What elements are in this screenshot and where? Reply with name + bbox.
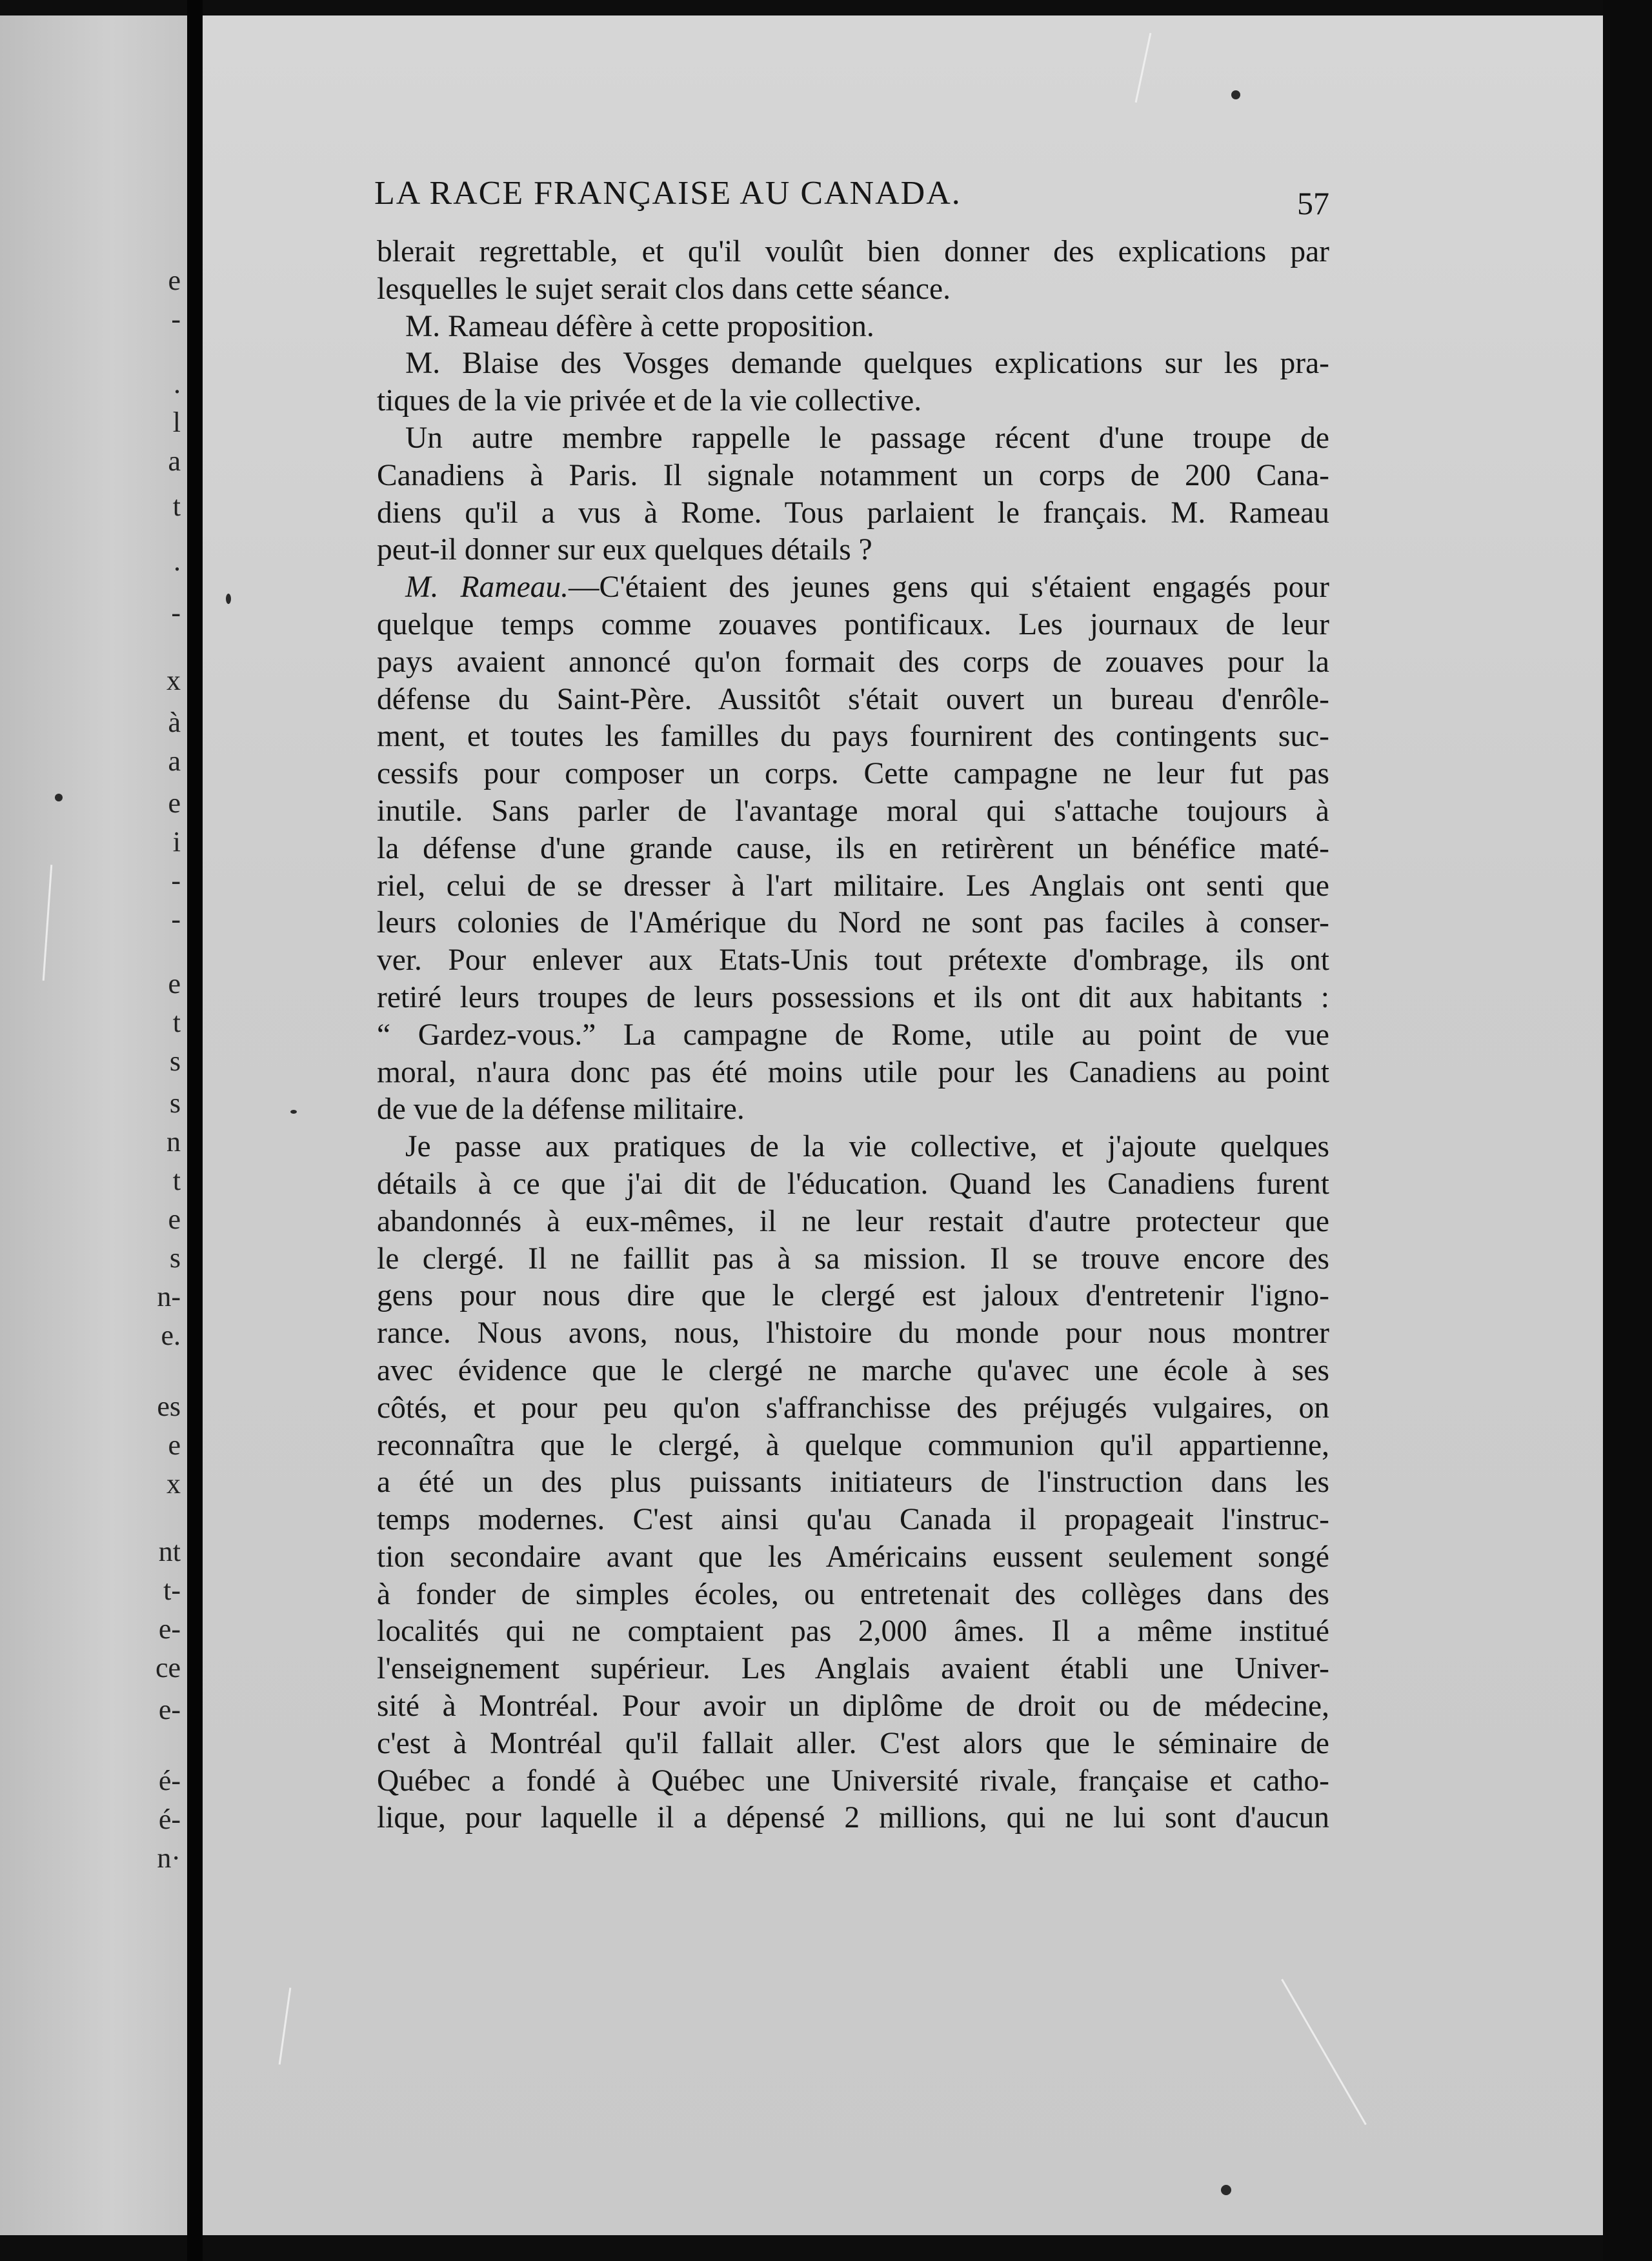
text-line: reconnaîtra que le clergé, à quelque communion qu'il appartienne, <box>377 1428 1329 1462</box>
text-line: pays avaient annoncé qu'on formait des corps de zouaves pour la <box>377 645 1329 679</box>
text-line: riel, celui de se dresser à l'art militaire. Les Anglais ont senti que <box>377 869 1329 903</box>
previous-page-fragment: t- <box>163 1574 181 1606</box>
previous-page-fragment: x <box>166 1468 181 1500</box>
text-line: abandonnés à eux-mêmes, il ne leur restait d'autre protecteur que <box>377 1204 1329 1238</box>
text-line: défense du Saint-Père. Aussitôt s'était ouvert un bureau d'enrôle- <box>377 682 1329 716</box>
text-line: Je passe aux pratiques de la vie collective, et j'ajoute quelques <box>405 1130 1329 1164</box>
text-line: peut-il donner sur eux quelques détails ? <box>377 533 872 567</box>
text-line: tiques de la vie privée et de la vie collective. <box>377 384 922 418</box>
text-line: Un autre membre rappelle le passage récent d'une troupe de <box>405 421 1329 455</box>
text-line: inutile. Sans parler de l'avantage moral qui s'attache toujours à <box>377 794 1329 828</box>
scan-speck <box>290 1110 297 1114</box>
text-line: avec évidence que le clergé ne marche qu'avec une école à ses <box>377 1353 1329 1387</box>
previous-page-fragment: ce <box>155 1652 181 1683</box>
text-line: tion secondaire avant que les Américains eussent seulement songé <box>377 1540 1329 1574</box>
previous-page-fragment: s <box>169 1242 181 1274</box>
text-line: leurs colonies de l'Amérique du Nord ne sont pas faciles à conser- <box>377 906 1329 940</box>
previous-page-fragment: a <box>168 445 181 477</box>
scan-right-border <box>1603 0 1652 2261</box>
previous-page-fragment: t <box>172 490 181 522</box>
page-gutter <box>187 0 203 2261</box>
previous-page-fragment: e. <box>161 1320 181 1351</box>
text-line: “ Gardez-vous.” La campagne de Rome, utile au point de vue <box>377 1018 1329 1052</box>
text-line <box>377 569 1329 607</box>
previous-page-fragment: - <box>171 865 181 896</box>
scan-speck <box>1221 2185 1231 2195</box>
previous-page-fragment: n· <box>157 1842 181 1874</box>
text-line: l'enseignement supérieur. Les Anglais avaient établi une Univer- <box>377 1652 1329 1686</box>
text-line: localités qui ne comptaient pas 2,000 âmes. Il a même institué <box>377 1614 1329 1649</box>
text-line: rance. Nous avons, nous, l'histoire du monde pour nous montrer <box>377 1316 1329 1351</box>
text-line: quelque temps comme zouaves pontificaux. Les journaux de leur <box>377 607 1329 641</box>
previous-page-edge <box>0 15 187 2235</box>
previous-page-fragment: e <box>168 1429 181 1461</box>
previous-page-fragment: l <box>172 407 181 438</box>
text-line: ver. Pour enlever aux Etats-Unis tout prétexte d'ombrage, ils ont <box>377 943 1329 978</box>
text-line: lesquelles le sujet serait clos dans cette séance. <box>377 272 951 306</box>
previous-page-fragment: e <box>168 265 181 296</box>
running-head: LA RACE FRANÇAISE AU CANADA. <box>374 175 962 212</box>
text-line: c'est à Montréal qu'il fallait aller. C'est alors que le séminaire de <box>377 1726 1329 1760</box>
text-line: Canadiens à Paris. Il signale notamment un corps de 200 Cana- <box>377 458 1329 492</box>
text-line: temps modernes. C'est ainsi qu'au Canada il propageait l'instruc- <box>377 1503 1329 1537</box>
text-line: M. Rameau défère à cette proposition. <box>405 309 874 343</box>
previous-page-fragment: x <box>166 665 181 696</box>
previous-page-fragment: t <box>172 1007 181 1038</box>
previous-page-fragment: t <box>172 1165 181 1196</box>
previous-page-fragment: n- <box>157 1281 181 1312</box>
text-line: retiré leurs troupes de leurs possessions et ils ont dit aux habitants : <box>377 980 1329 1014</box>
text-line: détails à ce que j'ai dit de l'éducation. Quand les Canadiens furent <box>377 1167 1329 1201</box>
previous-page-fragment: e <box>168 968 181 1000</box>
previous-page-fragment: s <box>169 1045 181 1077</box>
previous-page-fragment: i <box>172 826 181 858</box>
page-number: 57 <box>1297 185 1329 221</box>
previous-page-fragment: é- <box>158 1765 181 1796</box>
text-line: lique, pour laquelle il a dépensé 2 millions, qui ne lui sont d'aucun <box>377 1801 1329 1835</box>
previous-page-fragment: e <box>168 787 181 819</box>
text-line: de vue de la défense militaire. <box>377 1092 745 1127</box>
text-line: blerait regrettable, et qu'il voulût bien donner des explications par <box>377 235 1329 268</box>
previous-page-fragment: a <box>168 745 181 777</box>
text-line: ment, et toutes les familles du pays fournirent des contingents suc- <box>377 719 1329 754</box>
scan-speck <box>55 794 63 801</box>
text-line: M. Blaise des Vosges demande quelques explications sur les pra- <box>405 347 1329 381</box>
text-line: à fonder de simples écoles, ou entretenait des collèges dans des <box>377 1577 1329 1611</box>
previous-page-fragment: - <box>171 303 181 335</box>
text-line: cessifs pour composer un corps. Cette campagne ne leur fut pas <box>377 757 1329 791</box>
text-line: a été un des plus puissants initiateurs de l'instruction dans les <box>377 1465 1329 1500</box>
scan-speck <box>1231 90 1240 99</box>
text-line: sité à Montréal. Pour avoir un diplôme de droit ou de médecine, <box>377 1689 1329 1723</box>
text-line: le clergé. Il ne faillit pas à sa mission. Il se trouve encore des <box>377 1241 1329 1276</box>
previous-page-fragment: é- <box>158 1804 181 1835</box>
previous-page-fragment: es <box>157 1391 181 1422</box>
previous-page-fragment: - <box>171 903 181 935</box>
previous-page-fragment: - <box>171 597 181 628</box>
speech-text: —C'étaient des jeunes gens qui s'étaient engagés pour <box>569 570 1329 605</box>
speaker-name: M. Rameau. <box>405 570 569 605</box>
previous-page-fragment: à <box>168 707 181 738</box>
previous-page-fragment: nt <box>158 1536 181 1567</box>
text-line: Québec a fondé à Québec une Université rivale, française et catho- <box>377 1764 1329 1798</box>
text-line: côtés, et pour peu qu'on s'affranchisse des préjugés vulgaires, on <box>377 1391 1329 1425</box>
previous-page-fragment: s <box>169 1087 181 1119</box>
previous-page-fragment: e- <box>158 1613 181 1645</box>
body-text <box>377 234 1329 1837</box>
scan-speck <box>226 594 231 604</box>
text-line: gens pour nous dire que le clergé est jaloux d'entretenir l'igno- <box>377 1279 1329 1313</box>
previous-page-fragment: . <box>174 545 181 577</box>
text-line: diens qu'il a vus à Rome. Tous parlaient le français. M. Rameau <box>377 496 1329 530</box>
text-line: la défense d'une grande cause, ils en retirèrent un bénéfice maté- <box>377 831 1329 865</box>
previous-page-fragment: e <box>168 1203 181 1235</box>
previous-page-fragment: n <box>166 1126 181 1158</box>
text-line: moral, n'aura donc pas été moins utile pour les Canadiens au point <box>377 1055 1329 1089</box>
previous-page-fragment: e- <box>158 1694 181 1725</box>
previous-page-fragment: . <box>174 368 181 399</box>
